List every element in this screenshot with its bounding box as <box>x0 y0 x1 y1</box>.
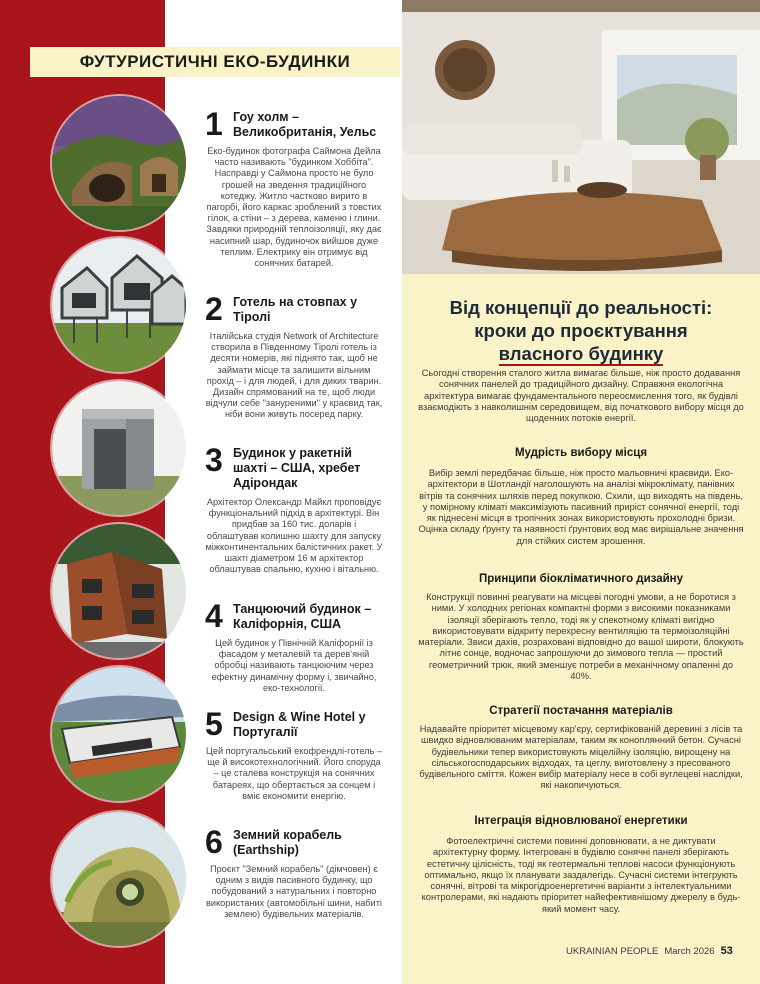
item-number: 2 <box>205 291 223 327</box>
item-number: 3 <box>205 442 223 478</box>
section-heading: Мудрість вибору місця <box>514 447 648 459</box>
item-text: Архітектор Олександр Майкл проповідує функціональний підхід в архітектурі. Він придбав за 160 тис. доларів і облаштував колишню шахту для запуску міжконтинентальних балістичних ракет. У шахті діаметром 16 м архітектор облаштував спальню, кухню і вітальню. <box>205 497 383 575</box>
page-footer <box>566 945 733 957</box>
item-title: Будинок у ракетній шахті – США, хребет Адірондак <box>233 446 361 490</box>
page-title: ФУТУРИСТИЧНІ ЕКО-БУДИНКИ <box>30 47 400 77</box>
earthship-photo <box>52 812 186 946</box>
item-title: Design & Wine Hotel у Португалії <box>233 710 366 739</box>
article-title-line2: кроки до проєктування <box>474 320 688 341</box>
dancing-house-photo <box>52 524 186 658</box>
issue-date: March 2026 <box>664 946 715 957</box>
interior-photo <box>402 0 760 274</box>
page-number: 53 <box>720 945 733 957</box>
item-title: Танцюючий будинок – Каліфорнія, США <box>233 602 372 631</box>
section-heading: Стратегії постачання матеріалів <box>489 705 673 717</box>
list-item <box>205 600 383 694</box>
item-text: Італійська студія Network of Architecture створила в Південному Тіролі готель із десяти номерів, які піднято так, щоб не займати місце та залишити вільним прохід – і для людей, і для диких тварин. Дизайн спрямований на те, щоб люди відчули себе "зануреними" у краєвид так, ніби вони живуть посеред парку. <box>205 331 383 420</box>
list-item <box>205 826 383 920</box>
item-number: 4 <box>205 598 223 634</box>
section-heading: Принципи біокліматичного дизайну <box>478 573 684 585</box>
section-heading: Інтеграція відновлюваної енергетики <box>474 815 688 827</box>
list-item <box>205 108 383 269</box>
article-title-line1: Від концепції до реальності: <box>449 297 713 318</box>
rocket-silo-house-photo <box>52 381 186 515</box>
tyrol-stilt-hotel-photo <box>52 238 186 372</box>
item-text: Цей португальський екофрендлі-готель – ще й високотехнологічний. Його споруда – це сталева конструкція на сонячних батареях, що обертається за сонцем і вміє економити енергію. <box>206 746 382 801</box>
article-title <box>410 296 752 365</box>
hobbit-house-photo <box>52 96 186 230</box>
item-number: 6 <box>205 824 223 860</box>
section-text: Конструкції повинні реагувати на місцеві погодні умови, а не боротися з ними. У холодних регіонах компактні форми з високими показниками ізоляції зберігають тепло, тоді як у спекотному кліматі вигідно використовувати відкриту перехресну вентиляцію та термоізоляційні матеріали. Звиси дахів, розраховані відповідно до вашої широти, блокують літнє сонце, водночас запрошуючи до зимового тепла — простий геометричний трюк, який зменшує потреби в механічному опаленні до 40%. <box>418 592 744 682</box>
item-title: Готель на стовпах у Тіролі <box>233 295 358 324</box>
item-number: 5 <box>205 706 223 742</box>
list-item <box>205 444 383 575</box>
section-text: Надавайте пріоритет місцевому кар'єру, сертифікованій деревині з лісів та швидко відновлюваним матеріалам, таким як коноплянний бетон. Сучасні будівельники тепер використовують міцелійну ізоляцію, вирощену на сільськогосподарських відходах, та цеглу, виготовлену з пресованого будівельного сміття. Кожен вибір матеріалу несе в собі вуглецеві наслідки, які накопичуються. <box>419 724 743 791</box>
section-text: Фотоелектричні системи повинні доповнювати, а не диктувати архітектурну форму. Інтегровані в будівлю сонячні панелі зберігають естетичну цілісність, тоді як геотермальні теплові насоси функціонують оптимально, якщо їх планувати заздалегідь. Сучасні системи інтегрують сонячні, вітрові та мікрогідроенергетичні варіанти з інтелектуальними контролерами, які надають пріоритет найефективнішому джерелу в будь-який момент часу. <box>421 836 741 914</box>
magazine-name: UKRAINIAN PEOPLE <box>566 946 659 957</box>
section-text: Вибір землі передбачає більше, ніж просто мальовничі краєвиди. Еко-архітектори в Шотландії наголошують на аналізі мікроклімату, панівних вітрів та сонячних шляхів перед покупкою. Схили, що виходять на південь, у помірному кліматі максимізують пасивний приріст сонячної енергії, тоді як піднесені місця в тропічних зонах використовують прохолодні бризи. Оцінка складу ґрунту та наявності ґрунтових вод має вирішальне значення для стійких систем зрошення. <box>418 468 744 546</box>
item-text: Цей будинок у Північній Каліфорнії із фасадом у металевій та дерев'яній обробці називають танцюючим через ефектну динамічну форму і, звичайно, еко-технології. <box>211 638 377 693</box>
item-text: Еко-будинок фотографа Саймона Дейла часто називають "будинком Хоббіта". Насправді у Саймона просто не було грошей на зведення традиційного котеджу. Житло частково вирито в пагорбі, його каркас зроблений з товстих гілок, а стіни – з дерева, каменю і глини. Завдяки природній теплоізоляції, яку дає насипний шар, будиночок вийшов дуже теплим. Електрику він отримує від сонячних батарей. <box>206 146 382 269</box>
list-item <box>205 293 383 421</box>
list-item <box>205 708 383 802</box>
item-number: 1 <box>205 106 223 142</box>
item-text: Проєкт "Земний корабель" (дімчовен) є одним з видів пасивного будинку, що побудований з натуральних і повторно використаних (автомобільні шини, набиті землею) будівельних матеріалів. <box>206 864 382 919</box>
article-title-line3: власного будинку <box>498 343 664 364</box>
item-title: Земний корабель (Earthship) <box>233 828 342 857</box>
portugal-hotel-photo <box>52 667 186 801</box>
article-intro: Сьогодні створення сталого житла вимагає більше, ніж просто додавання сонячних панелей до традиційного дизайну. Справжня екологічна архітектура вимагає фундаментального переосмислення того, як будівлі взаємодіють з навколишнім середовищем, від початкового вибору місця до щоденних потоків енергії. <box>418 368 744 424</box>
item-title: Гоу холм – Великобританія, Уельс <box>233 110 377 139</box>
